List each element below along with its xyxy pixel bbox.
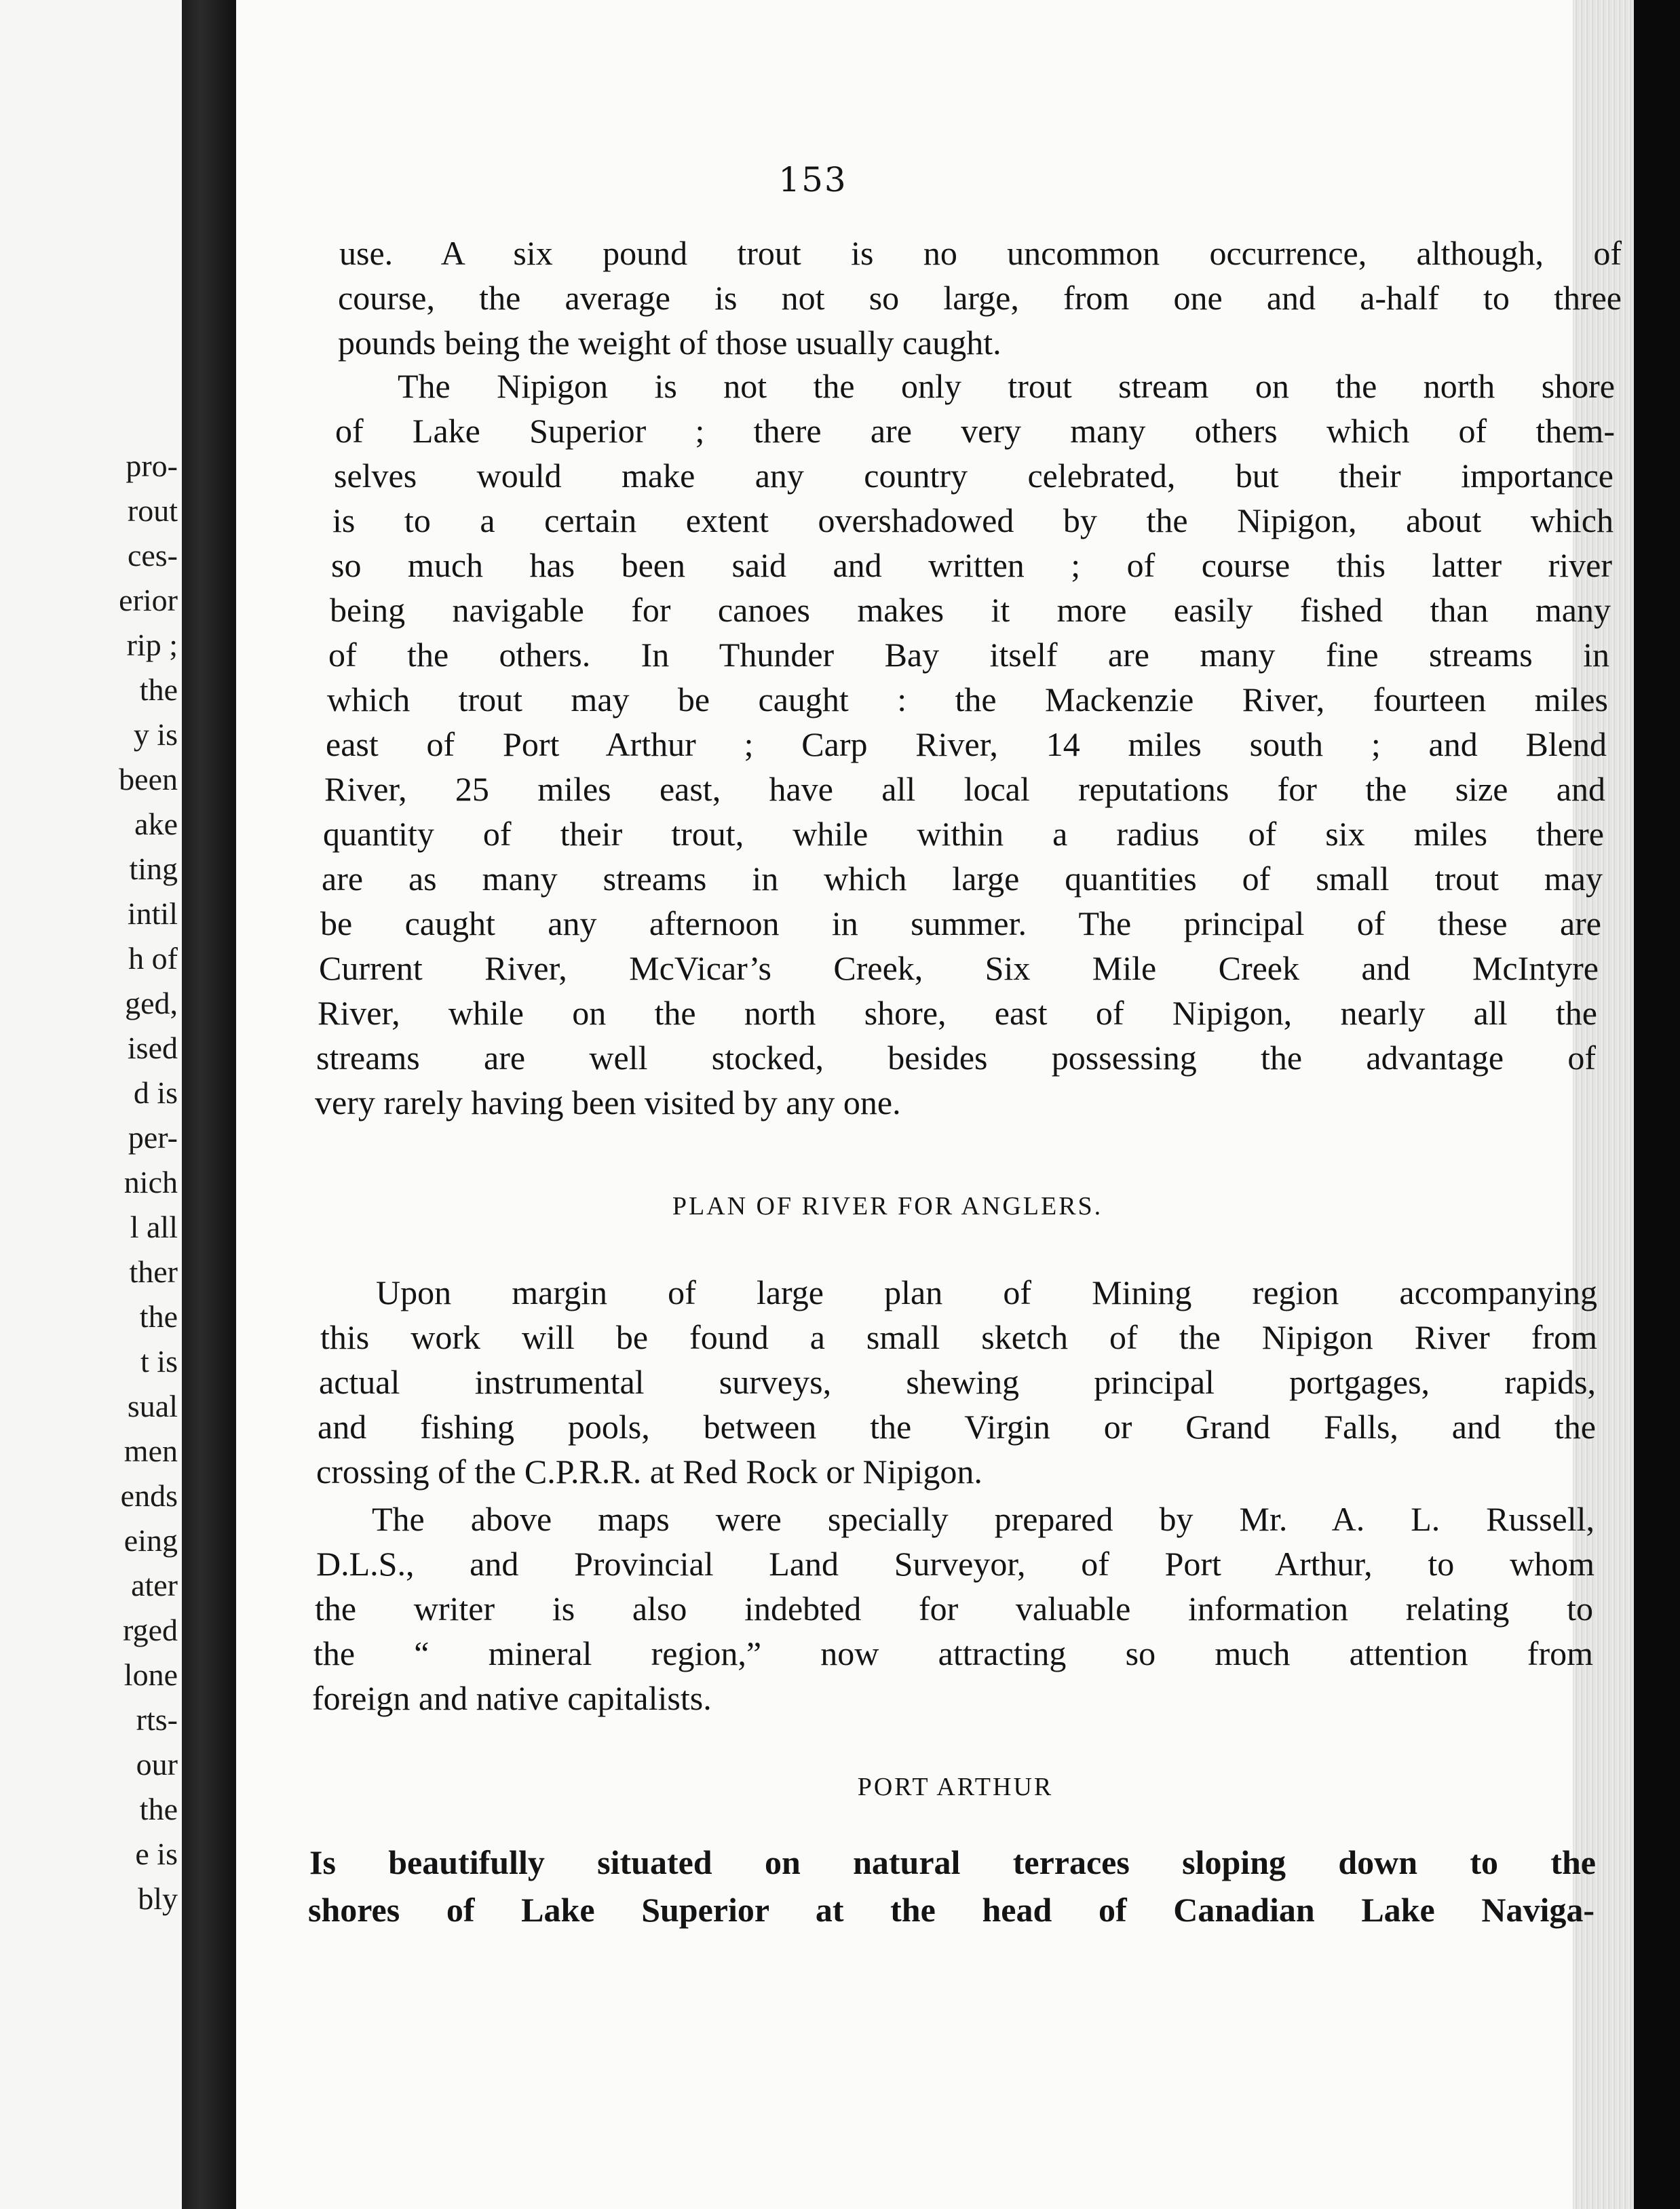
- left-page-fragment: men: [123, 1434, 178, 1468]
- scan-border: [1634, 0, 1680, 2209]
- left-page-fragment: y is: [133, 717, 178, 752]
- text-line: shores of Lake Superior at the head of Canadian Lake Naviga-: [308, 1891, 1595, 1929]
- text-line: The above maps were specially prepared by Mr. A. L. Russell,: [372, 1500, 1595, 1538]
- left-page-fragment: rip ;: [126, 628, 178, 662]
- section-heading-plan-of-river: PLAN OF RIVER FOR ANGLERS.: [672, 1192, 1103, 1221]
- left-page-fragment: bly: [138, 1881, 178, 1916]
- text-line: the “ mineral region,” now attracting so much attention from: [313, 1634, 1593, 1672]
- left-page-fragment: pro-: [126, 448, 178, 483]
- text-line: of Lake Superior ; there are very many others which of them-: [335, 412, 1615, 450]
- text-line: of the others. In Thunder Bay itself are many fine streams in: [328, 636, 1609, 674]
- text-line: use. A six pound trout is no uncommon occurrence, although, of: [339, 234, 1622, 272]
- text-line: very rarely having been visited by any one.: [315, 1083, 901, 1121]
- text-line: are as many streams in which large quantities of small trout may: [322, 860, 1603, 898]
- text-line: and fishing pools, between the Virgin or Grand Falls, and the: [318, 1408, 1596, 1446]
- left-page-fragment: been: [119, 762, 178, 796]
- left-page-fragment: our: [136, 1747, 178, 1782]
- left-page-fragment: h of: [128, 941, 178, 976]
- left-facing-page: [0, 0, 182, 2209]
- text-line: is to a certain extent overshadowed by the Nipigon, about which: [332, 501, 1614, 539]
- text-line: Is beautifully situated on natural terraces sloping down to the: [309, 1843, 1596, 1881]
- text-line: quantity of their trout, while within a radius of six miles there: [323, 815, 1604, 853]
- text-line: be caught any afternoon in summer. The principal of these are: [320, 904, 1601, 942]
- text-line: pounds being the weight of those usually caught.: [338, 324, 1001, 362]
- text-line: D.L.S., and Provincial Land Surveyor, of Port Arthur, to whom: [316, 1545, 1595, 1583]
- left-page-fragment: e is: [135, 1837, 178, 1871]
- text-line: River, while on the north shore, east of Nipigon, nearly all the: [318, 994, 1597, 1032]
- left-page-fragment: ends: [120, 1478, 178, 1513]
- text-line: selves would make any country celebrated, but their importance: [334, 457, 1614, 495]
- text-line: this work will be found a small sketch of the Nipigon River from: [320, 1318, 1597, 1356]
- left-page-fragment: per-: [128, 1120, 178, 1155]
- text-line: foreign and native capitalists.: [312, 1679, 712, 1717]
- left-page-fragment: intil: [127, 896, 178, 931]
- text-line: east of Port Arthur ; Carp River, 14 miles south ; and Blend: [326, 725, 1607, 763]
- text-line: River, 25 miles east, have all local reputations for the size and: [324, 770, 1605, 808]
- left-page-fragment: sual: [127, 1389, 178, 1423]
- left-page-fragment: the: [139, 1792, 178, 1826]
- page-number: 153: [778, 160, 847, 199]
- text-line: so much has been said and written ; of course this latter river: [331, 546, 1612, 584]
- left-page-fragment: the: [139, 672, 178, 707]
- left-page-fragment: eing: [123, 1523, 178, 1558]
- left-page-fragment: ting: [129, 851, 178, 886]
- left-page-fragment: ater: [131, 1568, 178, 1602]
- book-page: [236, 0, 1634, 2209]
- left-page-fragment: rout: [127, 493, 178, 528]
- left-page-fragment: ther: [129, 1254, 178, 1289]
- left-page-fragment: rts-: [136, 1702, 178, 1737]
- left-page-fragment: erior: [119, 583, 178, 617]
- text-line: crossing of the C.P.R.R. at Red Rock or Nipigon.: [316, 1453, 982, 1491]
- left-page-fragment: ces-: [127, 538, 178, 573]
- left-page-fragment: ised: [127, 1031, 178, 1065]
- left-page-fragment: d is: [133, 1075, 178, 1110]
- left-page-fragment: nich: [123, 1165, 178, 1199]
- left-page-fragment: lone: [123, 1657, 178, 1692]
- book-gutter: [182, 0, 236, 2209]
- text-line: Upon margin of large plan of Mining region accompanying: [376, 1273, 1597, 1311]
- text-line: The Nipigon is not the only trout stream on the north shore: [398, 367, 1615, 405]
- text-line: course, the average is not so large, from one and a-half to three: [338, 279, 1622, 317]
- left-page-fragment: the: [139, 1299, 178, 1334]
- left-page-fragment: l all: [130, 1210, 178, 1244]
- left-page-fragment: t is: [140, 1344, 178, 1379]
- text-line: the writer is also indebted for valuable information relating to: [315, 1590, 1593, 1628]
- text-line: streams are well stocked, besides possessing the advantage of: [316, 1039, 1596, 1077]
- text-line: which trout may be caught : the Mackenzie River, fourteen miles: [327, 680, 1608, 718]
- text-line: Current River, McVicar’s Creek, Six Mile Creek and McIntyre: [319, 949, 1599, 987]
- left-page-fragment: ake: [134, 807, 178, 841]
- left-page-fragment: rged: [123, 1613, 178, 1647]
- text-line: being navigable for canoes makes it more easily fished than many: [330, 591, 1611, 629]
- left-page-fragment: ged,: [125, 986, 178, 1020]
- text-line: actual instrumental surveys, shewing principal portgages, rapids,: [319, 1363, 1596, 1401]
- section-heading-port-arthur: PORT ARTHUR: [857, 1773, 1054, 1801]
